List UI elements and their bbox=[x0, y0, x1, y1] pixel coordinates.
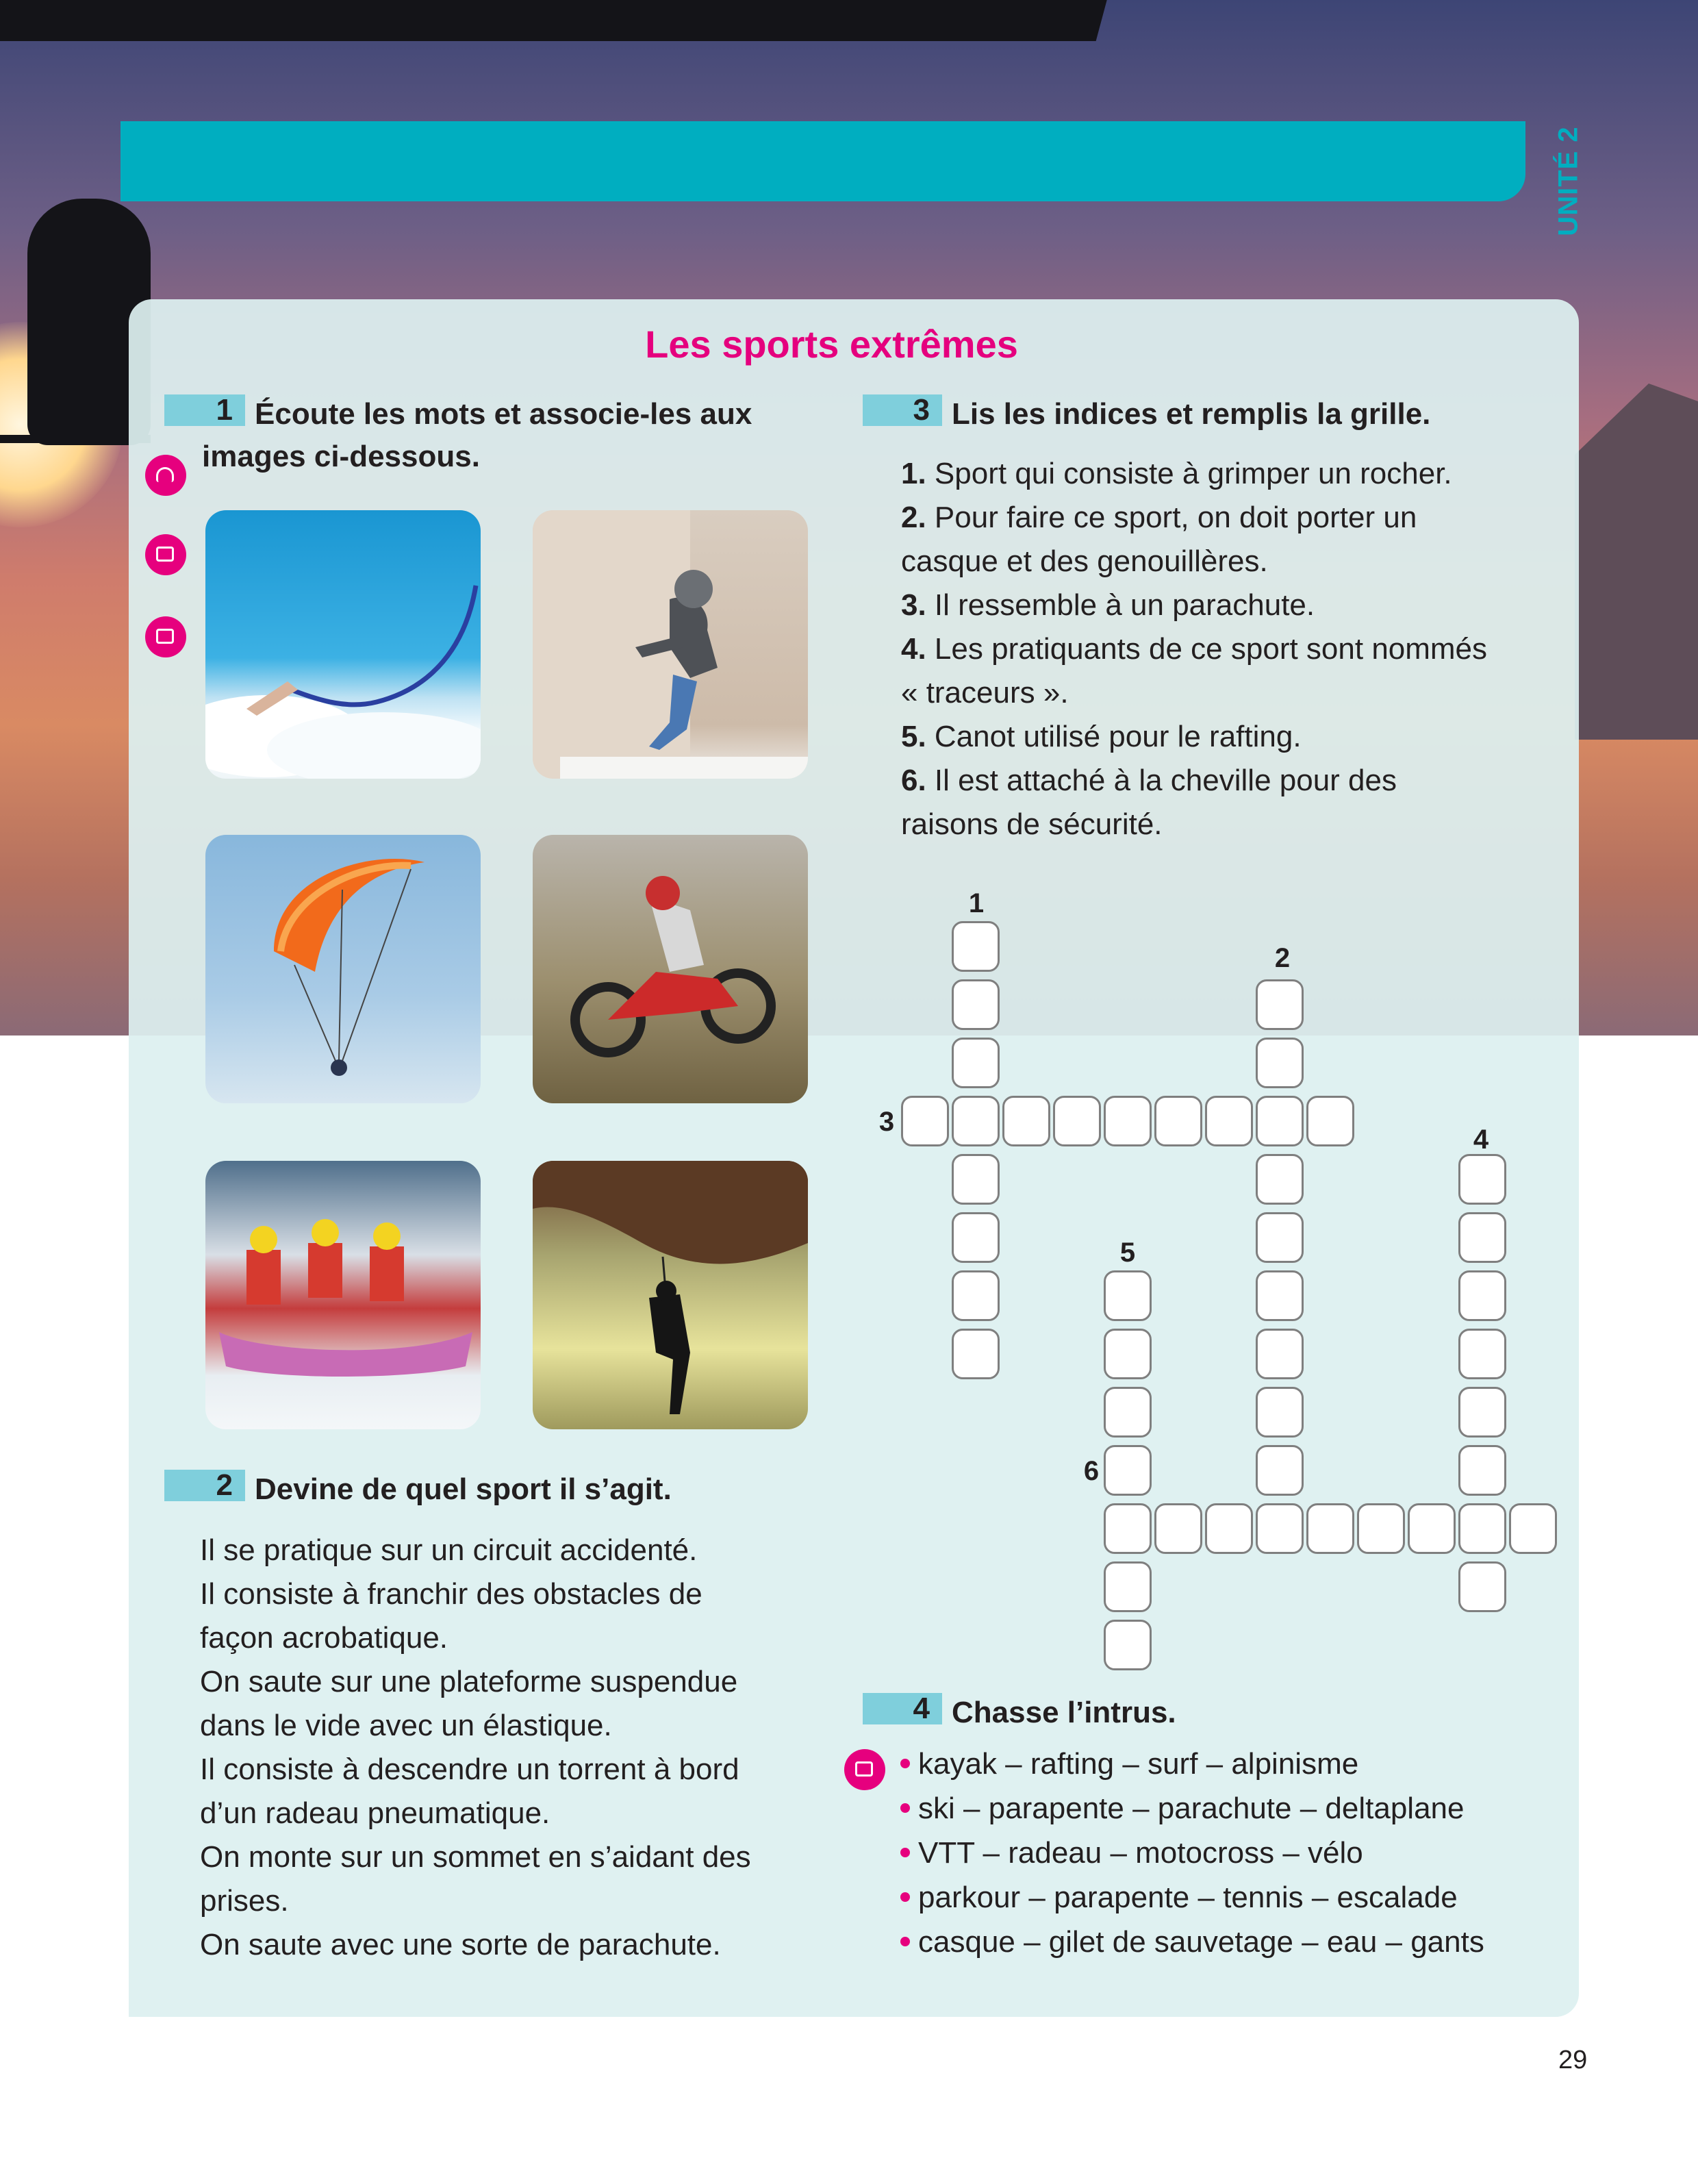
unit-label: UNITÉ 2 bbox=[1553, 126, 1584, 236]
crossword-cell[interactable] bbox=[1104, 1270, 1152, 1321]
crossword-cell[interactable] bbox=[1154, 1096, 1202, 1146]
intrus-list bbox=[900, 1742, 1484, 1964]
crossword-cell[interactable] bbox=[1256, 1212, 1304, 1263]
image-icon[interactable] bbox=[145, 534, 186, 575]
cliff-silhouette bbox=[1575, 384, 1698, 740]
crossword-cell[interactable] bbox=[952, 979, 1000, 1030]
photo-parkour bbox=[533, 510, 808, 779]
clue-line: Il se pratique sur un circuit accidenté. bbox=[200, 1533, 698, 1567]
hang-glider-bar bbox=[0, 435, 151, 443]
list-item: casque – gilet de sauvetage – eau – gants bbox=[900, 1920, 1484, 1964]
exercise-2-heading: 2 Devine de quel sport il s’agit. bbox=[164, 1468, 672, 1511]
crossword-cell[interactable] bbox=[1104, 1329, 1152, 1379]
page-number: 29 bbox=[1558, 2046, 1588, 2074]
crossword-cell[interactable] bbox=[1458, 1270, 1506, 1321]
grid-number-5: 5 bbox=[1119, 1238, 1136, 1268]
crossword-cell[interactable] bbox=[1458, 1445, 1506, 1496]
exercise-4-number: 4 bbox=[863, 1693, 942, 1724]
crossword-cell[interactable] bbox=[1205, 1503, 1253, 1554]
crossword-cell[interactable] bbox=[1458, 1503, 1506, 1554]
exercise-1-heading: 1 Écoute les mots et associe-les aux bbox=[164, 393, 752, 436]
exercise-2-number: 2 bbox=[164, 1470, 245, 1501]
crossword-cell[interactable] bbox=[1256, 1329, 1304, 1379]
clue-line: On saute sur une plateforme suspendue bbox=[200, 1665, 738, 1698]
exercise-4-heading: 4 Chasse l’intrus. bbox=[863, 1692, 1176, 1734]
crossword-cell[interactable] bbox=[1256, 1445, 1304, 1496]
crossword-cell[interactable] bbox=[1205, 1096, 1253, 1146]
clue-6-cont: raisons de sécurité. bbox=[901, 807, 1163, 841]
exercise-3-heading: 3 Lis les indices et remplis la grille. bbox=[863, 393, 1430, 436]
crossword-cell[interactable] bbox=[1256, 979, 1304, 1030]
exercise-2-clues bbox=[200, 1529, 751, 1967]
crossword-cell[interactable] bbox=[952, 1038, 1000, 1088]
crossword-cell[interactable] bbox=[1306, 1096, 1354, 1146]
clue-3: 3. Il ressemble à un parachute. bbox=[901, 588, 1315, 622]
crossword-cell[interactable] bbox=[1458, 1154, 1506, 1205]
grid-number-4: 4 bbox=[1473, 1125, 1489, 1155]
page-title: Les sports extrêmes bbox=[645, 323, 1018, 366]
crossword-cell[interactable] bbox=[1458, 1561, 1506, 1612]
crossword-cell[interactable] bbox=[1104, 1096, 1152, 1146]
crossword-cell[interactable] bbox=[1256, 1270, 1304, 1321]
crossword-cell[interactable] bbox=[1154, 1503, 1202, 1554]
crossword-cell[interactable] bbox=[1104, 1503, 1152, 1554]
grid-number-2: 2 bbox=[1274, 943, 1291, 973]
audio-icon[interactable] bbox=[145, 455, 186, 496]
crossword-cell[interactable] bbox=[1053, 1096, 1101, 1146]
crossword-cell[interactable] bbox=[1256, 1503, 1304, 1554]
crossword-cell[interactable] bbox=[952, 1329, 1000, 1379]
clue-5: 5. Canot utilisé pour le rafting. bbox=[901, 720, 1302, 753]
image-icon[interactable] bbox=[145, 616, 186, 657]
crossword-cell[interactable] bbox=[1104, 1561, 1152, 1612]
crossword-cell[interactable] bbox=[901, 1096, 949, 1146]
crossword-cell[interactable] bbox=[1458, 1212, 1506, 1263]
clue-line: Il consiste à descendre un torrent à bord bbox=[200, 1753, 739, 1786]
crossword-cell[interactable] bbox=[1104, 1445, 1152, 1496]
crossword-cell[interactable] bbox=[1458, 1387, 1506, 1438]
crossword-cell[interactable] bbox=[1104, 1620, 1152, 1670]
list-item: ski – parapente – parachute – deltaplane bbox=[900, 1786, 1484, 1831]
exercise-1-heading-line2: images ci-dessous. bbox=[202, 440, 480, 473]
crossword-cell[interactable] bbox=[1458, 1329, 1506, 1379]
clue-2: 2. Pour faire ce sport, on doit porter un bbox=[901, 501, 1417, 534]
crossword-cell[interactable] bbox=[952, 1096, 1000, 1146]
crossword-cell[interactable] bbox=[1256, 1154, 1304, 1205]
clue-line: On monte sur un sommet en s’aidant des bbox=[200, 1840, 751, 1874]
crossword-cell[interactable] bbox=[1256, 1096, 1304, 1146]
crossword-cell[interactable] bbox=[1357, 1503, 1405, 1554]
clue-6: 6. Il est attaché à la cheville pour des bbox=[901, 764, 1397, 797]
clue-line: On saute avec une sorte de parachute. bbox=[200, 1928, 721, 1961]
crossword-cell[interactable] bbox=[952, 1212, 1000, 1263]
crossword-cell[interactable] bbox=[1408, 1503, 1456, 1554]
clue-1: 1. Sport qui consiste à grimper un rocher. bbox=[901, 457, 1452, 490]
crossword-cell[interactable] bbox=[952, 1154, 1000, 1205]
grid-number-3: 3 bbox=[878, 1107, 895, 1137]
clue-line: Il consiste à franchir des obstacles de bbox=[200, 1577, 702, 1611]
clue-line: prises. bbox=[200, 1884, 289, 1918]
touch-icon[interactable] bbox=[844, 1749, 885, 1790]
crossword-cell[interactable] bbox=[1256, 1387, 1304, 1438]
list-item: kayak – rafting – surf – alpinisme bbox=[900, 1742, 1484, 1786]
clue-line: dans le vide avec un élastique. bbox=[200, 1709, 612, 1742]
hang-glider-wing bbox=[0, 0, 1108, 41]
clue-2-cont: casque et des genouillères. bbox=[901, 544, 1268, 578]
exercise-3-clues bbox=[901, 452, 1487, 846]
crossword-cell[interactable] bbox=[1509, 1503, 1557, 1554]
list-item: parkour – parapente – tennis – escalade bbox=[900, 1875, 1484, 1920]
photo-rafting bbox=[205, 1161, 481, 1429]
exercise-3-number: 3 bbox=[863, 394, 942, 426]
exercise-1-number: 1 bbox=[164, 394, 245, 426]
crossword-cell[interactable] bbox=[1002, 1096, 1050, 1146]
crossword-cell[interactable] bbox=[1104, 1387, 1152, 1438]
clue-4-cont: « traceurs ». bbox=[901, 676, 1069, 710]
photo-bungee-jumping bbox=[205, 510, 481, 779]
crossword-cell[interactable] bbox=[952, 921, 1000, 972]
clue-line: façon acrobatique. bbox=[200, 1621, 448, 1655]
grid-number-1: 1 bbox=[968, 888, 985, 918]
clue-line: d’un radeau pneumatique. bbox=[200, 1796, 550, 1830]
unit-banner bbox=[121, 121, 1525, 201]
crossword-cell[interactable] bbox=[1256, 1038, 1304, 1088]
photo-motocross bbox=[533, 835, 808, 1103]
crossword-cell[interactable] bbox=[1306, 1503, 1354, 1554]
crossword-cell[interactable] bbox=[952, 1270, 1000, 1321]
clue-4: 4. Les pratiquants de ce sport sont nommés bbox=[901, 632, 1488, 666]
photo-paragliding bbox=[205, 835, 481, 1103]
photo-rock-climbing bbox=[533, 1161, 808, 1429]
grid-number-6: 6 bbox=[1083, 1456, 1100, 1486]
list-item: VTT – radeau – motocross – vélo bbox=[900, 1831, 1484, 1875]
